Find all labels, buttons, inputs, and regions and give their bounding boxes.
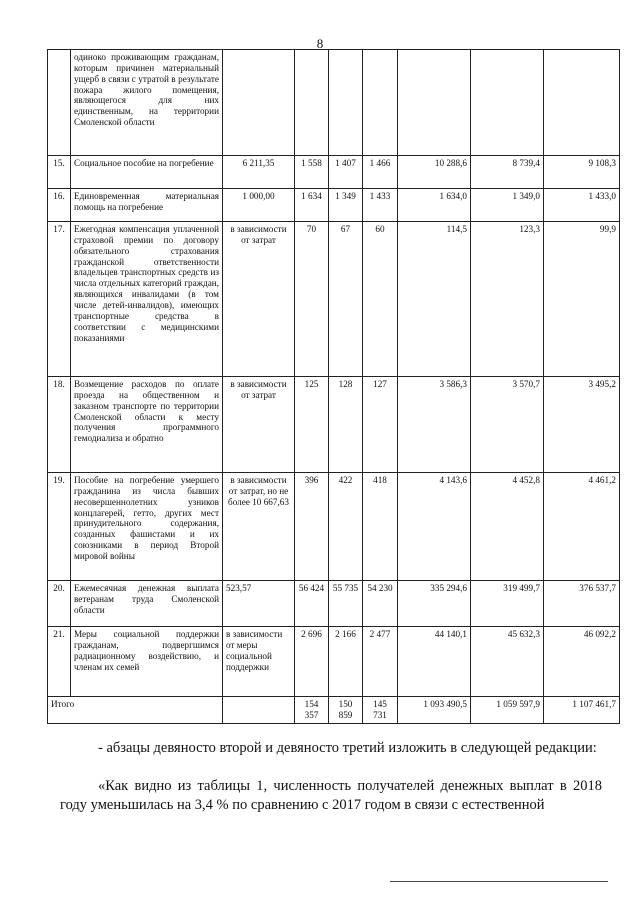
row-amount: в зависимости от затрат [223,377,295,473]
sum-2017: 114,5 [398,222,471,377]
sum-2017: 44 140,1 [398,627,471,697]
sum-2019: 4 461,2 [544,473,620,581]
sum-2017: 1 634,0 [398,189,471,222]
table-row [48,189,620,222]
row-description: Меры социальной поддержки гражданам, подвергшимся радиационному воздействию, и членам их семей [71,627,223,697]
total-recipients-2018: 150 859 [329,697,363,724]
sum-2017 [398,50,471,156]
sum-2018: 4 452,8 [471,473,544,581]
table-row [48,222,620,377]
total-label: Итого [48,697,223,724]
recipients-2017: 56 424 [295,581,329,627]
sum-2017: 335 294,6 [398,581,471,627]
row-number: 19. [48,473,71,581]
row-amount: в зависимости от меры социальной поддержки [223,627,295,697]
table-row [48,473,620,581]
sum-2018: 3 570,7 [471,377,544,473]
recipients-2017: 2 696 [295,627,329,697]
total-amount [223,697,295,724]
recipients-2019 [363,50,398,156]
sum-2017: 4 143,6 [398,473,471,581]
row-number: 16. [48,189,71,222]
benefits-table [47,49,620,724]
recipients-2017: 1 558 [295,156,329,189]
recipients-2018: 2 166 [329,627,363,697]
sum-2019: 3 495,2 [544,377,620,473]
recipients-2018: 1 407 [329,156,363,189]
row-number [48,50,71,156]
recipients-2019: 1 466 [363,156,398,189]
recipients-2019: 60 [363,222,398,377]
recipients-2017: 70 [295,222,329,377]
sum-2019: 46 092,2 [544,627,620,697]
page-number: 8 [316,36,324,51]
sum-2018: 123,3 [471,222,544,377]
row-description: Социальное пособие на погребение [71,156,223,189]
row-number: 18. [48,377,71,473]
row-number: 17. [48,222,71,377]
row-amount: в зависимости от затрат, но не более 10 667,63 [223,473,295,581]
total-sum-2017: 1 093 490,5 [398,697,471,724]
total-sum-2019: 1 107 461,7 [544,697,620,724]
recipients-2018 [329,50,363,156]
recipients-2018: 67 [329,222,363,377]
sum-2019: 99,9 [544,222,620,377]
recipients-2019: 54 230 [363,581,398,627]
sum-2018: 1 349,0 [471,189,544,222]
table-row [48,581,620,627]
recipients-2018: 1 349 [329,189,363,222]
sum-2019: 376 537,7 [544,581,620,627]
total-sum-2018: 1 059 597,9 [471,697,544,724]
row-amount: 1 000,00 [223,189,295,222]
row-description: Ежегодная компенсация уплаченной страховой премии по договору обязательного страхования гражданской ответственности владельцев транспортных средств из числа отдельных категорий граждан, являющихся инвалидами (в том числе детей-инвалидов), имеющих транспортные средства в соответствии с медицинскими показаниями [71,222,223,377]
row-description: одиноко проживающим гражданам, которым причинен материальный ущерб в связи с утратой в результате пожара жилого помещения, являющегося для них единственным, на территории Смоленской области [71,50,223,156]
row-description: Единовременная материальная помощь на погребение [71,189,223,222]
sum-2019: 1 433,0 [544,189,620,222]
recipients-2018: 55 735 [329,581,363,627]
recipients-2018: 128 [329,377,363,473]
total-recipients-2017: 154 357 [295,697,329,724]
table-row [48,627,620,697]
total-recipients-2019: 145 731 [363,697,398,724]
row-amount: в зависимости от затрат [223,222,295,377]
recipients-2019: 1 433 [363,189,398,222]
sum-2018: 45 632,3 [471,627,544,697]
sum-2017: 3 586,3 [398,377,471,473]
recipients-2017: 396 [295,473,329,581]
row-amount [223,50,295,156]
body-paragraph: «Как видно из таблицы 1, численность получателей денежных выплат в 2018 году уменьшилась на 3,4 % по сравнению с 2017 годом в связи с естественной [60,778,602,813]
table-row [48,377,620,473]
recipients-2019: 418 [363,473,398,581]
sum-2017: 10 288,6 [398,156,471,189]
recipients-2019: 2 477 [363,627,398,697]
sum-2019: 9 108,3 [544,156,620,189]
row-amount: 6 211,35 [223,156,295,189]
table-row [48,156,620,189]
footer-rule [390,881,608,882]
row-description: Ежемесячная денежная выплата ветеранам труда Смоленской области [71,581,223,627]
recipients-2018: 422 [329,473,363,581]
row-number: 20. [48,581,71,627]
recipients-2017: 1 634 [295,189,329,222]
table-body [48,50,620,724]
sum-2018 [471,50,544,156]
sum-2018: 8 739,4 [471,156,544,189]
recipients-2017: 125 [295,377,329,473]
row-description: Возмещение расходов по оплате проезда на общественном и заказном транспорте по территории Смоленской области к месту получения программного гемодиализа и обратно [71,377,223,473]
recipients-2017 [295,50,329,156]
table-row [48,50,620,156]
sum-2019 [544,50,620,156]
sum-2018: 319 499,7 [471,581,544,627]
row-amount: 523,57 [223,581,295,627]
row-number: 15. [48,156,71,189]
row-description: Пособие на погребение умершего гражданина из числа бывших несовершеннолетних узников концлагерей, гетто, других мест принудительного содержания, созданных фашистами и их союзниками в период Второй мировой войны [71,473,223,581]
recipients-2019: 127 [363,377,398,473]
row-number: 21. [48,627,71,697]
amendment-paragraph: - абзацы девяносто второй и девяносто третий изложить в следующей редакции: [98,740,597,756]
total-row [48,697,620,724]
